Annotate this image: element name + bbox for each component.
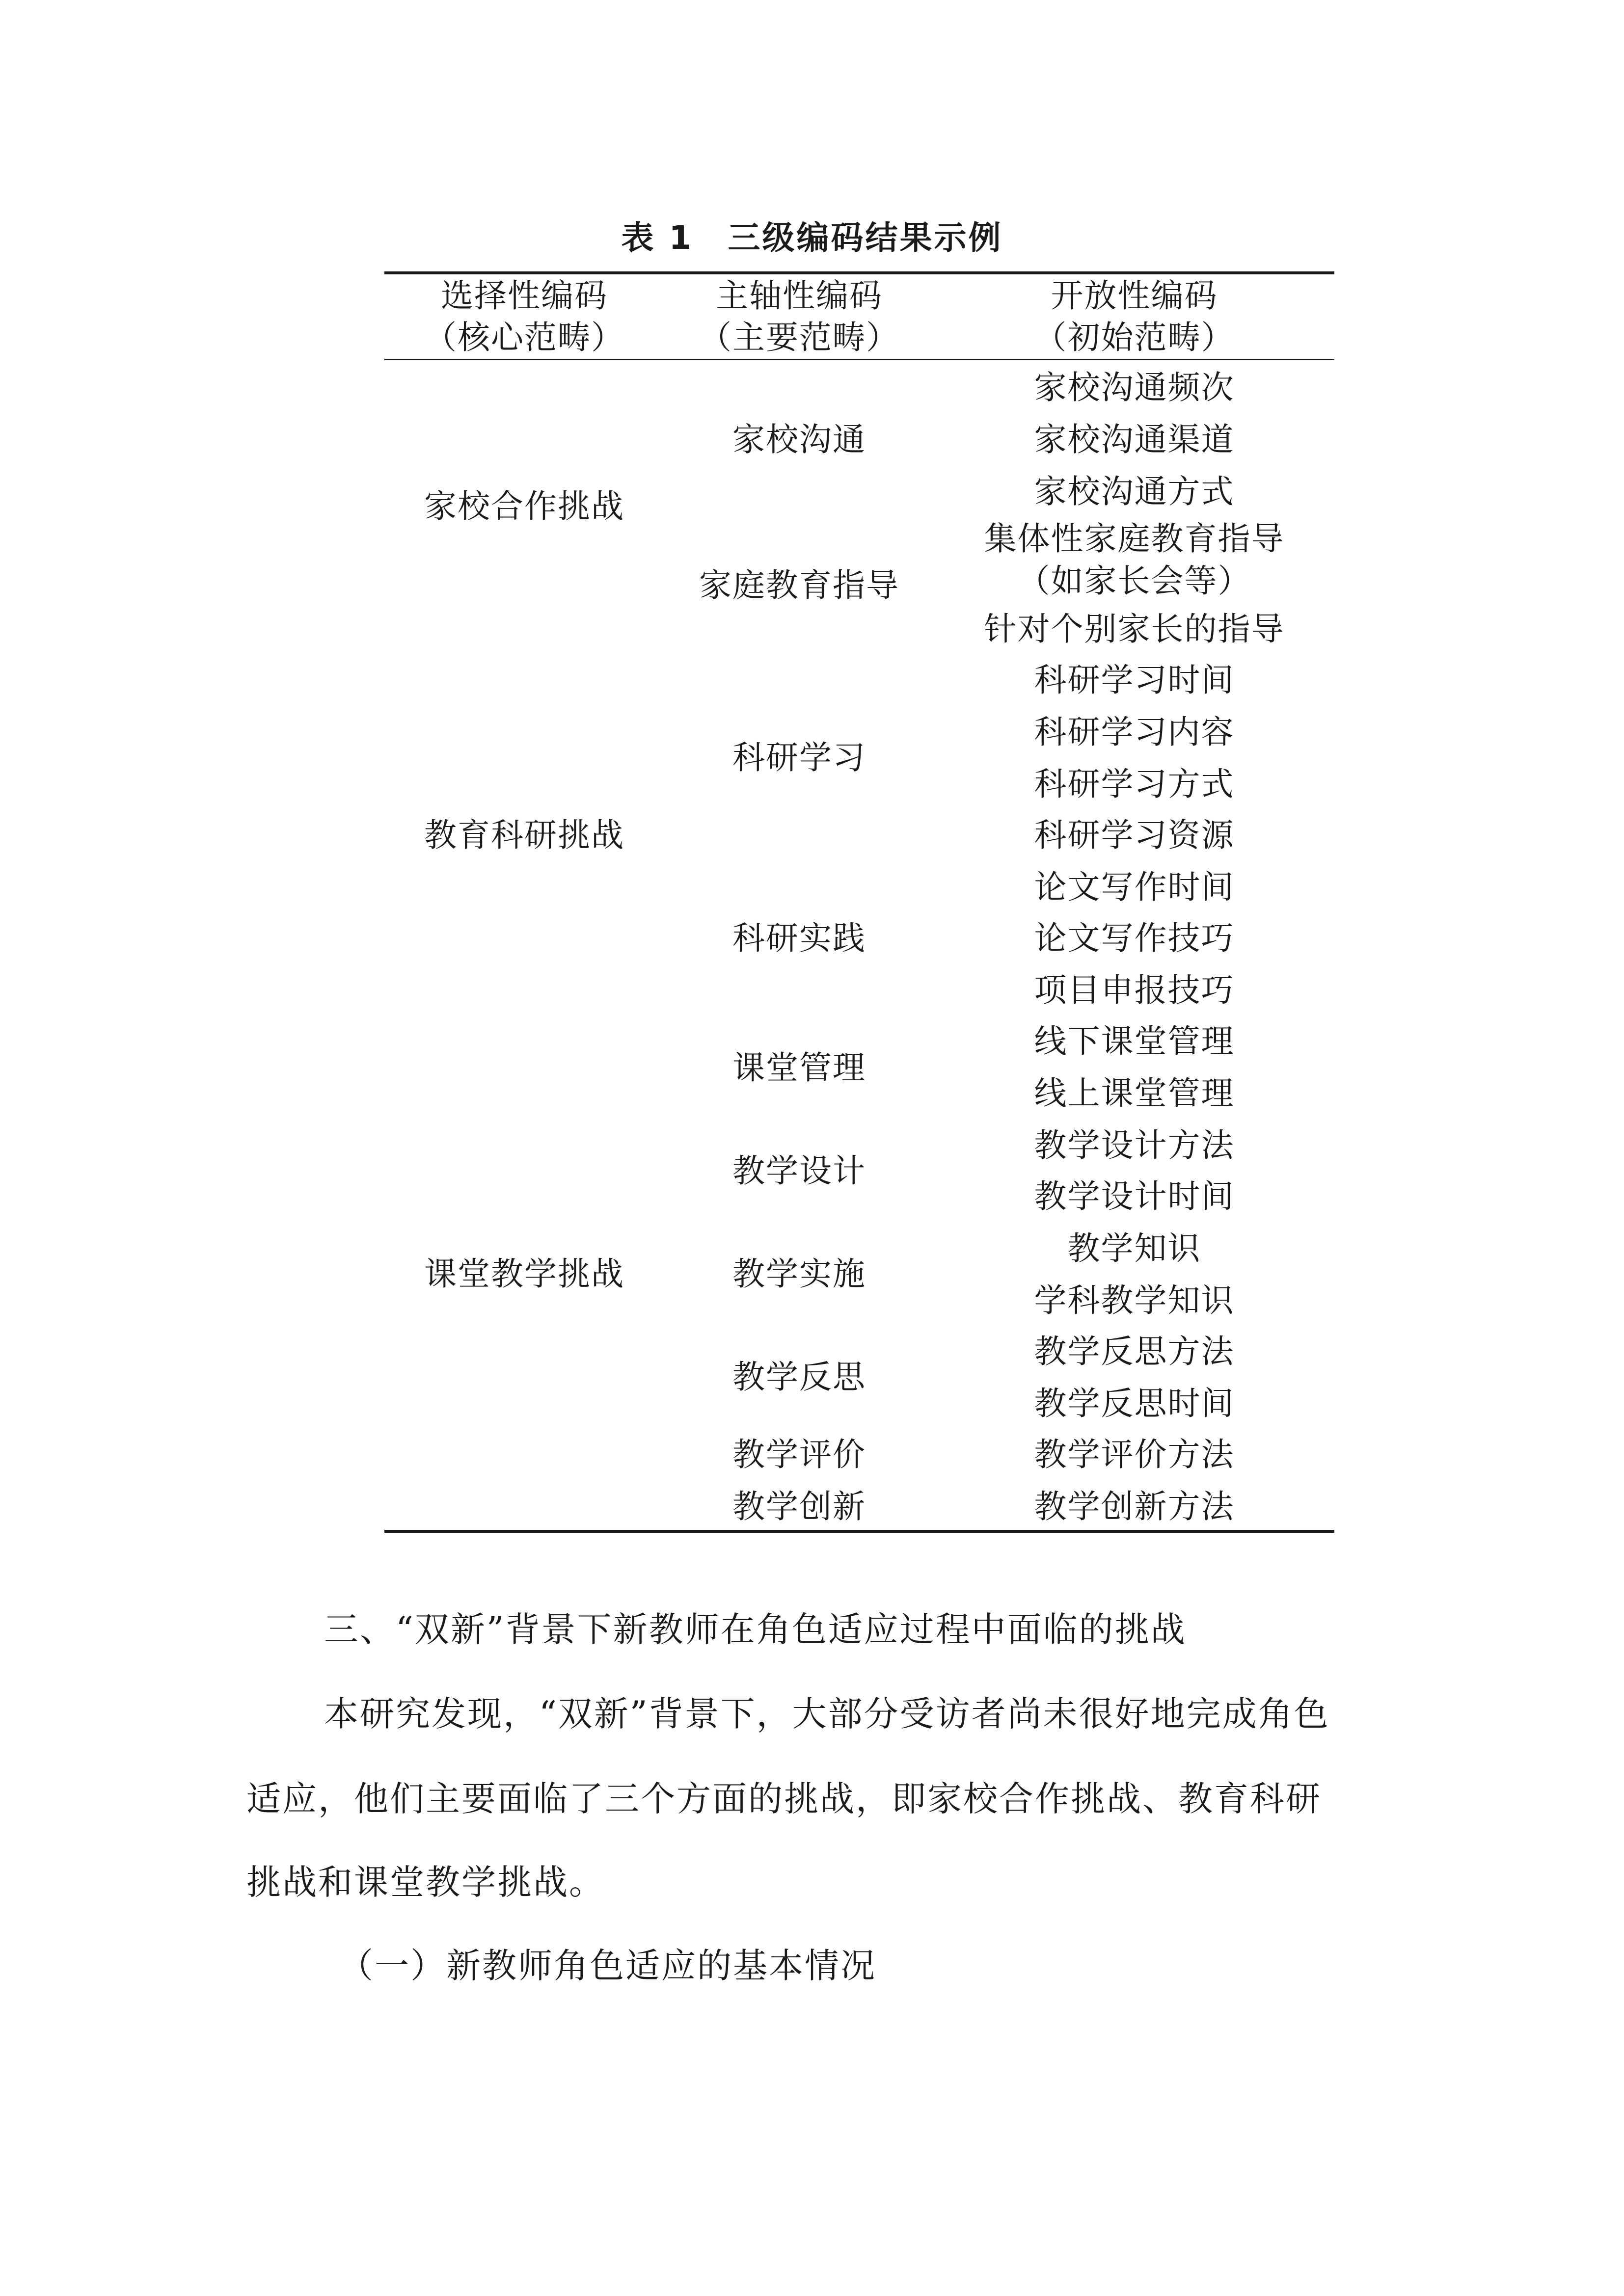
initial-category: 教学反思方法 <box>1034 1333 1235 1370</box>
initial-category: 论文写作技巧 <box>1034 919 1235 957</box>
main-category: 科研实践 <box>732 919 866 957</box>
main-category: 教学设计 <box>732 1152 866 1190</box>
main-category: 教学评价 <box>732 1436 866 1473</box>
table-header-rule <box>384 359 1334 360</box>
initial-category: 集体性家庭教育指导 <box>984 520 1285 558</box>
initial-category: 教学设计时间 <box>1034 1177 1235 1215</box>
initial-category: 家校沟通渠道 <box>1034 421 1235 458</box>
paragraph-line: 本研究发现，“双新”背景下，大部分受访者尚未很好地完成角色 <box>324 1694 1330 1734</box>
initial-category: 针对个别家长的指导 <box>984 610 1285 648</box>
initial-category: 科研学习时间 <box>1034 661 1235 699</box>
core-category: 家校合作挑战 <box>424 487 624 525</box>
table-top-rule <box>384 271 1334 274</box>
table-number: 表 1 <box>621 219 694 257</box>
initial-category: 教学设计方法 <box>1034 1126 1235 1164</box>
core-category: 教育科研挑战 <box>424 816 624 854</box>
header-selective-line1: 选择性编码 <box>441 277 608 315</box>
initial-category: 项目申报技巧 <box>1034 971 1235 1009</box>
table-bottom-rule <box>384 1530 1334 1533</box>
initial-category: 家校沟通方式 <box>1034 473 1235 510</box>
initial-category: 论文写作时间 <box>1034 868 1235 906</box>
main-category: 教学创新 <box>732 1488 866 1525</box>
paragraph-line: 挑战和课堂教学挑战。 <box>246 1862 605 1902</box>
paragraph-line: 适应，他们主要面临了三个方面的挑战，即家校合作挑战、教育科研 <box>246 1779 1322 1819</box>
main-category: 家校沟通 <box>732 421 866 458</box>
table-title: 三级编码结果示例 <box>728 219 1003 257</box>
initial-category: 教学知识 <box>1067 1229 1201 1267</box>
initial-category: 教学评价方法 <box>1034 1436 1235 1473</box>
table-caption <box>0 216 1624 260</box>
core-category: 课堂教学挑战 <box>424 1255 624 1293</box>
section-heading: 三、“双新”背景下新教师在角色适应过程中面临的挑战 <box>324 1609 1187 1650</box>
main-category: 课堂管理 <box>732 1049 866 1087</box>
header-axial-line1: 主轴性编码 <box>716 277 883 315</box>
main-category: 教学反思 <box>732 1358 866 1396</box>
main-category: 家庭教育指导 <box>699 566 899 604</box>
main-category: 教学实施 <box>732 1255 866 1293</box>
subheading: （一）新教师角色适应的基本情况 <box>339 1946 876 1986</box>
main-category: 科研学习 <box>732 739 866 776</box>
initial-category: 教学反思时间 <box>1034 1385 1235 1422</box>
initial-category: 科研学习方式 <box>1034 765 1235 803</box>
header-open-line2: （初始范畴） <box>1034 319 1235 356</box>
initial-category: （如家长会等） <box>1017 562 1251 600</box>
initial-category: 线下课堂管理 <box>1034 1022 1235 1060</box>
initial-category: 家校沟通频次 <box>1034 369 1235 406</box>
initial-category: 科研学习资源 <box>1034 816 1235 854</box>
initial-category: 线上课堂管理 <box>1034 1074 1235 1112</box>
header-selective-line2: （核心范畴） <box>424 319 624 356</box>
initial-category: 教学创新方法 <box>1034 1488 1235 1525</box>
header-open-line1: 开放性编码 <box>1051 277 1218 315</box>
header-axial-line2: （主要范畴） <box>699 319 899 356</box>
initial-category: 学科教学知识 <box>1034 1281 1235 1319</box>
initial-category: 科研学习内容 <box>1034 713 1235 751</box>
